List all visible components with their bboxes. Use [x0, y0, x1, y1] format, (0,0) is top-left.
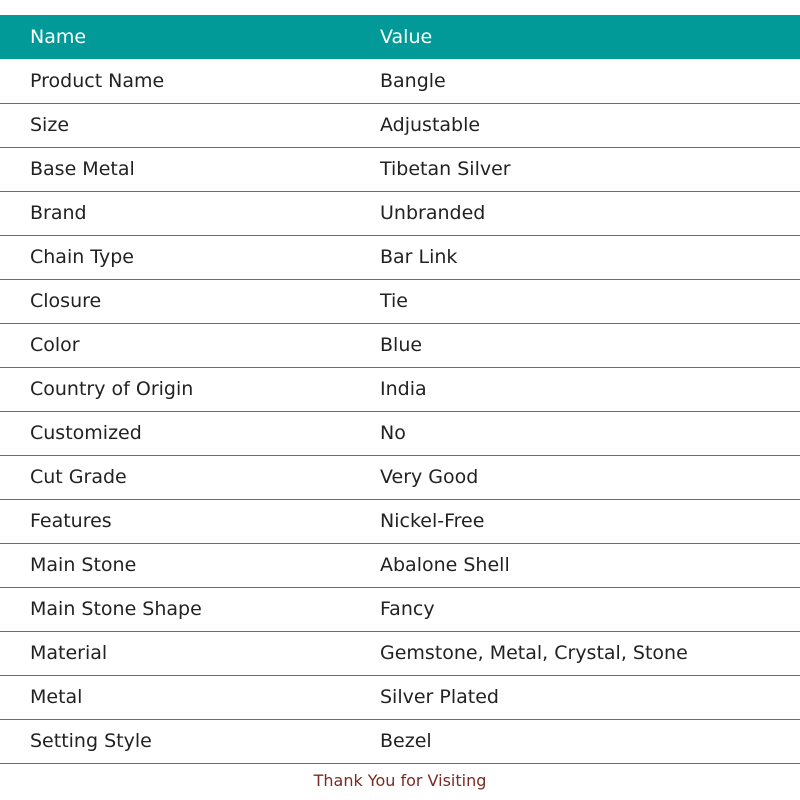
table-row	[0, 323, 800, 367]
table-row	[0, 499, 800, 543]
table-row	[0, 411, 800, 455]
spec-value: Bezel	[350, 719, 800, 763]
item-specifics-table	[0, 15, 800, 764]
spec-name: Base Metal	[0, 147, 350, 191]
spec-value: Bar Link	[350, 235, 800, 279]
table-row	[0, 367, 800, 411]
table-header	[0, 15, 800, 59]
footer-thank-you-text: Thank You for Visiting	[313, 771, 487, 790]
spec-name: Metal	[0, 675, 350, 719]
column-header-name: Name	[30, 26, 87, 48]
header-row	[0, 15, 800, 59]
spec-value: Tibetan Silver	[350, 147, 800, 191]
spec-value: India	[350, 367, 800, 411]
spec-name: Color	[0, 323, 350, 367]
spec-value: Adjustable	[350, 103, 800, 147]
table-row	[0, 543, 800, 587]
spec-value: Unbranded	[350, 191, 800, 235]
table-row	[0, 235, 800, 279]
spec-value: Blue	[350, 323, 800, 367]
table-row	[0, 631, 800, 675]
spec-name: Product Name	[0, 59, 350, 103]
column-header-value: Value	[380, 26, 433, 48]
spec-value: Very Good	[350, 455, 800, 499]
spec-name: Customized	[0, 411, 350, 455]
table-row	[0, 103, 800, 147]
spec-name: Size	[0, 103, 350, 147]
table-row	[0, 59, 800, 103]
spec-name: Closure	[0, 279, 350, 323]
spec-value: Fancy	[350, 587, 800, 631]
spec-value: Nickel-Free	[350, 499, 800, 543]
spec-value: Abalone Shell	[350, 543, 800, 587]
spec-value: Gemstone, Metal, Crystal, Stone	[350, 631, 800, 675]
spec-value: Tie	[350, 279, 800, 323]
table-row	[0, 455, 800, 499]
table-row	[0, 587, 800, 631]
spec-name: Features	[0, 499, 350, 543]
spec-name: Brand	[0, 191, 350, 235]
spec-name: Main Stone Shape	[0, 587, 350, 631]
spec-name: Chain Type	[0, 235, 350, 279]
spec-value: Bangle	[350, 59, 800, 103]
top-margin	[0, 0, 800, 15]
spec-value: Silver Plated	[350, 675, 800, 719]
table-row	[0, 147, 800, 191]
spec-name: Cut Grade	[0, 455, 350, 499]
table-body	[0, 59, 800, 763]
table-row	[0, 675, 800, 719]
table-row	[0, 719, 800, 763]
table-row	[0, 279, 800, 323]
table-row	[0, 191, 800, 235]
spec-name: Setting Style	[0, 719, 350, 763]
spec-name: Material	[0, 631, 350, 675]
spec-name: Country of Origin	[0, 367, 350, 411]
spec-name: Main Stone	[0, 543, 350, 587]
spec-value: No	[350, 411, 800, 455]
